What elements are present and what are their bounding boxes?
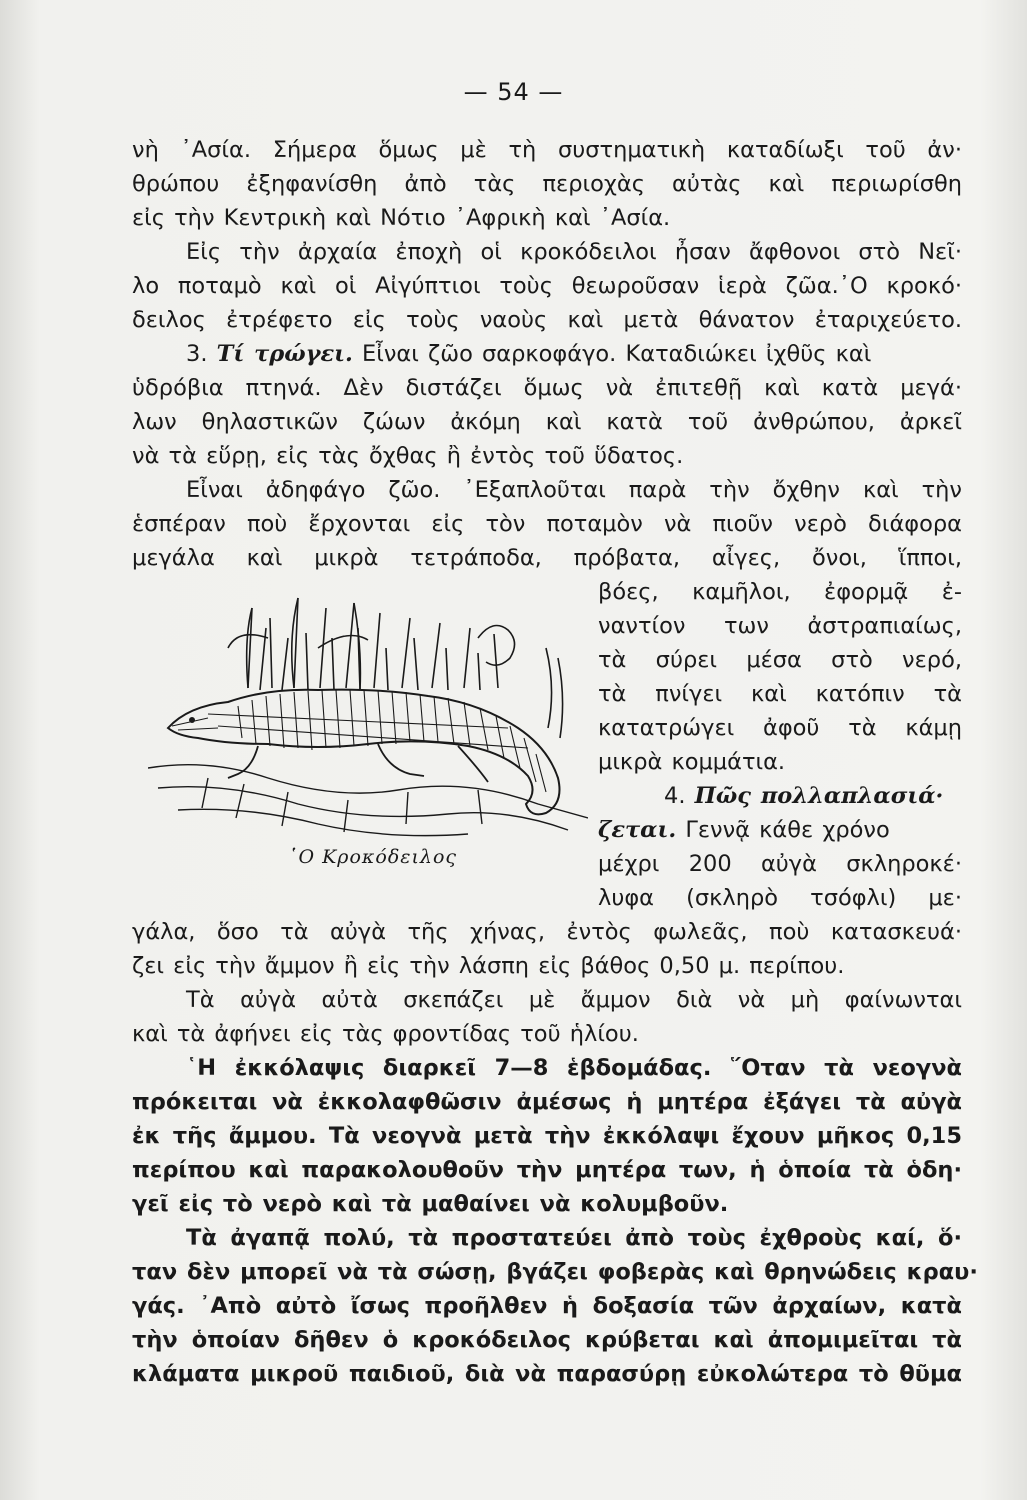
text-line: περίπου καὶ παρακολουθοῦν τὴν μητέρα των, ἡ ὁποία τὰ ὁδη·: [132, 1157, 962, 1183]
text-line: μικρὰ κομμάτια.: [598, 749, 786, 775]
page-number: — 54 —: [463, 78, 564, 106]
crocodile-eye: [189, 717, 195, 723]
section-3-line: [186, 340, 962, 368]
section-4-heading-cont: ζεται.: [598, 817, 677, 843]
text-line: λο ποταμὸ καὶ οἱ Αἰγύπτιοι τοὺς θεωροῦσαν ἱερὰ ζῶα.᾿Ο κροκό·: [132, 273, 962, 299]
text-line: δειλος ἐτρέφετο εἰς τοὺς ναοὺς καὶ μετὰ θάνατον ἐταριχεύετο.: [132, 307, 962, 333]
text-line: Γεννᾷ κάθε χρόνο: [685, 817, 890, 843]
text-line: πρόκειται νὰ ἐκκολαφθῶσιν ἀμέσως ἡ μητέρα ἐξάγει τὰ αὐγὰ: [132, 1089, 962, 1115]
crocodile-illustration: [148, 578, 588, 848]
text-line: τὰ πνίγει καὶ κατόπιν τὰ: [598, 681, 962, 707]
text-line: Εἶναι ἀδηφάγο ζῶο. ᾿Εξαπλοῦται παρὰ τὴν ὄχθην καὶ τὴν: [186, 477, 962, 503]
text-line: μέχρι 200 αὐγὰ σκληροκέ·: [598, 851, 962, 877]
text-line: ῾Η ἐκκόλαψις διαρκεῖ 7—8 ἑβδομάδας. ῞Οταν τὰ νεογνὰ: [186, 1055, 962, 1081]
text-line: βόες, καμῆλοι, ἐφορμᾷ ἐ-: [598, 579, 962, 605]
section-3-heading: Τί τρώγει.: [216, 341, 353, 367]
text-line: τὰ σύρει μέσα στὸ νερό,: [598, 647, 962, 673]
figure-caption: ῾Ο Κροκόδειλος: [288, 846, 458, 868]
section-3-number: 3.: [186, 341, 208, 367]
text-line: νὰ τὰ εὕρῃ, εἰς τὰς ὄχθας ἢ ἐντὸς τοῦ ὕδατος.: [132, 443, 684, 469]
section-4-heading: Πῶς πολλαπλασιά·: [694, 783, 944, 809]
text-line: μεγάλα καὶ μικρὰ τετράποδα, πρόβατα, αἶγες, ὄνοι, ἵπποι,: [132, 545, 962, 571]
text-line: καὶ τὰ ἀφήνει εἰς τὰς φροντίδας τοῦ ἡλίου.: [132, 1021, 639, 1047]
text-line: νὴ ᾿Ασία. Σήμερα ὅμως μὲ τὴ συστηματικὴ καταδίωξι τοῦ ἀν·: [132, 137, 962, 163]
text-line: ταν δὲν μπορεῖ νὰ τὰ σώσῃ, βγάζει φοβερὰς καὶ θρηνώδεις κραυ·: [132, 1259, 978, 1285]
text-line: γεῖ εἰς τὸ νερὸ καὶ τὰ μαθαίνει νὰ κολυμβοῦν.: [132, 1191, 729, 1217]
text-line: γάλα, ὅσο τὰ αὐγὰ τῆς χήνας, ἐντὸς φωλεᾶς, ποὺ κατασκευά·: [132, 919, 962, 945]
text-line: εἰς τὴν Κεντρικὴ καὶ Νότιο ᾿Αφρικὴ καὶ ᾿Ασία.: [132, 205, 671, 231]
text-line: τὴν ὁποίαν δῆθεν ὁ κροκόδειλος κρύβεται καὶ ἀπομιμεῖται τὰ: [132, 1327, 962, 1353]
text-line: ἑσπέραν ποὺ ἔρχονται εἰς τὸν ποταμὸν νὰ πιοῦν νερὸ διάφορα: [132, 511, 962, 537]
section-4-number: 4.: [664, 783, 686, 809]
text-line: λων θηλαστικῶν ζώων ἀκόμη καὶ κατὰ τοῦ ἀνθρώπου, ἀρκεῖ: [132, 409, 962, 435]
text-line: ἐκ τῆς ἄμμου. Τὰ νεογνὰ μετὰ τὴν ἐκκόλαψι ἔχουν μῆκος 0,15: [132, 1123, 962, 1149]
section-4-line-2: [598, 816, 962, 844]
text-line: λυφα (σκληρὸ τσόφλι) με·: [598, 885, 962, 911]
text-line: ναντίον των ἀστραπιαίως,: [598, 613, 962, 639]
text-line: κατατρώγει ἀφοῦ τὰ κάμῃ: [598, 715, 962, 741]
section-4-line: [664, 782, 962, 810]
text-line: Τὰ αὐγὰ αὐτὰ σκεπάζει μὲ ἄμμον διὰ νὰ μὴ φαίνωνται: [186, 987, 962, 1013]
text-line: θρώπου ἐξηφανίσθη ἀπὸ τὰς περιοχὰς αὐτὰς καὶ περιωρίσθη: [132, 171, 962, 197]
text-line: Εἶναι ζῶο σαρκοφάγο. Καταδιώκει ἰχθῦς καὶ: [362, 341, 872, 367]
text-line: κλάματα μικροῦ παιδιοῦ, διὰ νὰ παρασύρῃ εὐκολώτερα τὸ θῦμα: [132, 1361, 962, 1387]
text-line: γάς. ᾿Απὸ αὐτὸ ἴσως προῆλθεν ἡ δοξασία τῶν ἀρχαίων, κατὰ: [132, 1293, 962, 1319]
text-line: ὑδρόβια πτηνά. Δὲν διστάζει ὅμως νὰ ἐπιτεθῇ καὶ κατὰ μεγά·: [132, 375, 962, 401]
text-line: Εἰς τὴν ἀρχαία ἐποχὴ οἱ κροκόδειλοι ἦσαν ἄφθονοι στὸ Νεῖ·: [186, 239, 962, 265]
text-line: ζει εἰς τὴν ἄμμον ἢ εἰς τὴν λάσπη εἰς βάθος 0,50 μ. περίπου.: [132, 953, 845, 979]
text-line: Τὰ ἀγαπᾷ πολύ, τὰ προστατεύει ἀπὸ τοὺς ἐχθροὺς καί, ὅ·: [186, 1225, 962, 1251]
